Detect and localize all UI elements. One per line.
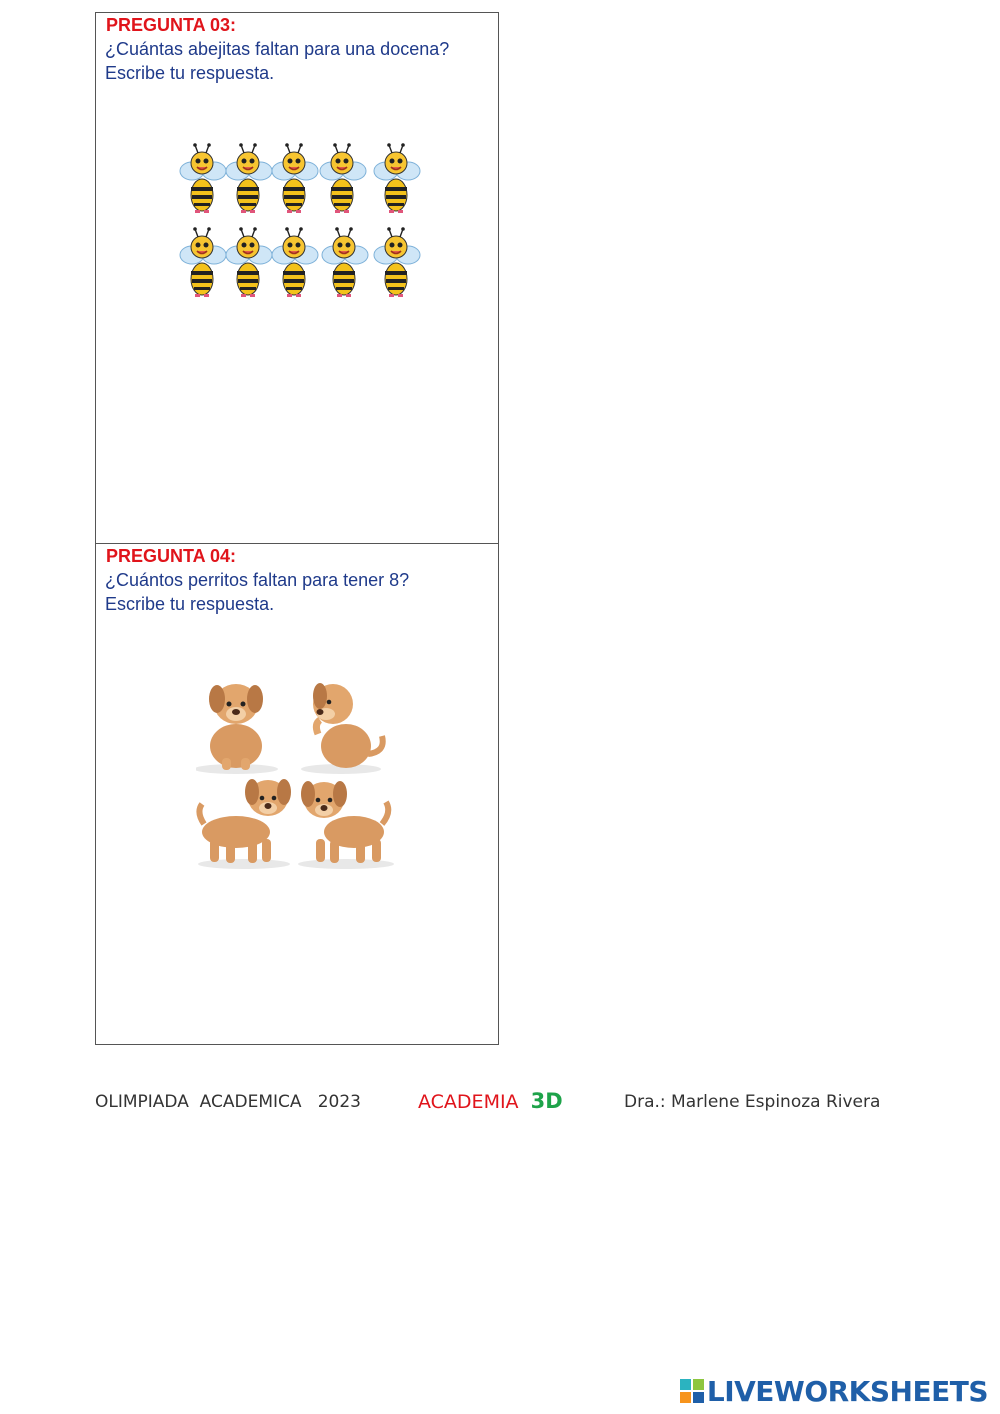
question-3-instruction: Escribe tu respuesta. — [105, 63, 275, 83]
question-4-title: PREGUNTA 04: — [106, 546, 237, 566]
question-4-box — [95, 543, 499, 1045]
question-3-text: ¿Cuántas abejitas faltan para una docena? — [105, 39, 450, 59]
footer-academy-name: ACADEMIA — [418, 1091, 519, 1113]
footer-academy — [418, 1089, 563, 1113]
liveworksheets-logo[interactable] — [680, 1374, 988, 1408]
question-3-box — [95, 12, 499, 544]
bees-icon — [172, 133, 432, 303]
footer-olympiad: OLIMPIADA ACADEMICA 2023 — [95, 1092, 361, 1112]
question-3-title: PREGUNTA 03: — [106, 15, 237, 35]
dogs-icon — [196, 674, 396, 874]
liveworksheets-logo-text: LIVEWORKSHEETS — [706, 1374, 988, 1408]
question-4-instruction: Escribe tu respuesta. — [105, 594, 275, 614]
footer-academy-3d: 3D — [530, 1089, 563, 1113]
footer-author: Dra.: Marlene Espinoza Rivera — [624, 1092, 881, 1112]
question-4-text: ¿Cuántos perritos faltan para tener 8? — [105, 570, 410, 590]
liveworksheets-logo-mark — [680, 1379, 704, 1403]
